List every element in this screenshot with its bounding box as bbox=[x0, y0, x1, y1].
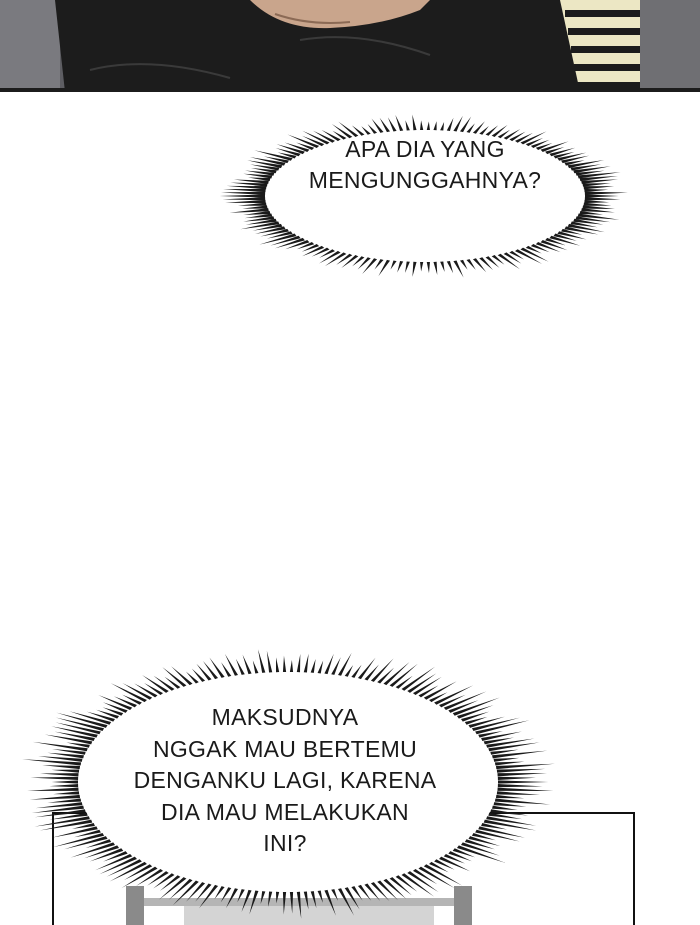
top-panel-artwork bbox=[0, 0, 700, 92]
bubble-spike bbox=[40, 773, 79, 776]
bubble-line: MENGUNGGAHNYA? bbox=[308, 167, 542, 193]
bubble-spike bbox=[52, 770, 80, 773]
bubble-spike bbox=[424, 864, 462, 885]
bubble-spike bbox=[304, 654, 309, 673]
bubble-spike bbox=[331, 657, 341, 675]
bubble-spike bbox=[496, 764, 555, 769]
bubble-spike bbox=[345, 887, 360, 909]
bubble-spike bbox=[268, 891, 272, 906]
bubble-spike bbox=[196, 664, 211, 681]
bubble-spike bbox=[584, 200, 609, 203]
bubble-spike bbox=[460, 260, 468, 270]
bubble-spike bbox=[584, 186, 615, 189]
bubble-spike bbox=[497, 788, 553, 791]
bubble-spike bbox=[304, 891, 309, 909]
bubble-spike bbox=[391, 261, 397, 270]
bubble-spike bbox=[494, 758, 520, 762]
spiky-bubble-outline bbox=[210, 88, 640, 308]
bubble-spike bbox=[447, 118, 454, 131]
bubble-spike bbox=[375, 259, 384, 269]
bubble-spike bbox=[402, 873, 435, 896]
bubble-spike bbox=[362, 258, 377, 274]
bubble-spike bbox=[453, 116, 462, 132]
bubble-spike bbox=[338, 888, 354, 915]
bubble-spike bbox=[433, 262, 437, 275]
bubble-spike bbox=[276, 892, 279, 904]
bubble-spike bbox=[267, 651, 272, 673]
bubble-line: DIA MAU MELAKUKAN bbox=[161, 798, 409, 825]
bubble-spike bbox=[582, 205, 614, 209]
bubble-spike bbox=[290, 660, 293, 672]
bubble-spike bbox=[412, 115, 416, 131]
bubble-spike bbox=[371, 882, 389, 901]
bubble-spike bbox=[52, 780, 78, 783]
bubble-spike bbox=[388, 117, 397, 131]
bubble-spike bbox=[397, 261, 403, 272]
bubble-spike bbox=[341, 255, 358, 268]
bubble-spike bbox=[283, 892, 286, 914]
bubble-spike bbox=[47, 799, 81, 803]
bubble-spike bbox=[420, 120, 423, 130]
bubble-spike bbox=[311, 659, 316, 673]
bubble-spike bbox=[311, 891, 317, 908]
bubble-spike bbox=[440, 261, 444, 271]
bubble-spike bbox=[440, 122, 444, 130]
bubble-spike bbox=[364, 884, 380, 901]
bubble-spike bbox=[345, 665, 353, 677]
bubble-spike bbox=[220, 194, 265, 197]
bubble-spike bbox=[243, 655, 252, 674]
bubble-spike bbox=[238, 203, 266, 206]
bubble-spike bbox=[165, 677, 181, 689]
bubble-spike bbox=[498, 777, 536, 780]
bubble-spike bbox=[297, 654, 301, 672]
bubble-spike bbox=[209, 658, 224, 678]
bubble-spike bbox=[261, 891, 266, 904]
bubble-spike bbox=[331, 889, 338, 901]
bubble-line: MAKSUDNYA bbox=[211, 704, 359, 730]
bubble-spike bbox=[242, 205, 267, 208]
bubble-spike bbox=[324, 654, 333, 674]
bubble-spike bbox=[290, 892, 293, 914]
bubble-spike bbox=[582, 183, 610, 186]
bubble-spike bbox=[318, 660, 324, 673]
bubble-spike bbox=[585, 192, 628, 195]
bubble-spike bbox=[585, 194, 619, 197]
bubble-spike bbox=[405, 261, 410, 272]
bubble-spike bbox=[186, 882, 205, 901]
bubble-spike bbox=[258, 649, 265, 673]
bubble-spike bbox=[466, 259, 475, 270]
bubble-spike bbox=[237, 889, 244, 902]
bubble-spike bbox=[412, 262, 416, 277]
bubble-spike bbox=[236, 659, 245, 675]
bubble-spike bbox=[223, 197, 266, 200]
bubble-spike bbox=[498, 780, 548, 783]
bubble-spike bbox=[144, 683, 163, 695]
bubble-spike bbox=[195, 884, 211, 902]
bubble-spike bbox=[276, 657, 279, 672]
bubble-spike bbox=[203, 661, 218, 679]
bubble-spike bbox=[495, 762, 525, 766]
bubble-spike bbox=[492, 806, 518, 810]
bubble-spike bbox=[496, 795, 524, 798]
bubble-spike bbox=[53, 791, 79, 794]
bubble-spike bbox=[497, 769, 545, 773]
speech-bubble-2-text bbox=[90, 702, 480, 860]
bubble-spike bbox=[121, 867, 157, 888]
bubble-spike bbox=[427, 262, 430, 273]
speech-bubble-1 bbox=[210, 88, 640, 308]
bubble-line: NGGAK MAU BERTEMU bbox=[152, 735, 418, 762]
bubble-spike bbox=[418, 867, 454, 889]
bubble-spike bbox=[283, 656, 286, 672]
bubble-spike bbox=[497, 791, 540, 795]
bubble-spike bbox=[447, 261, 453, 273]
bubble-spike bbox=[420, 262, 423, 272]
bubble-spike bbox=[199, 885, 218, 909]
bubble-spike bbox=[497, 773, 547, 776]
bubble-spike bbox=[27, 788, 78, 791]
bubble-spike bbox=[223, 189, 266, 192]
bubble-spike bbox=[358, 658, 376, 679]
bubble-spike bbox=[466, 123, 474, 133]
bubble-spike bbox=[504, 252, 522, 263]
bubble-spike bbox=[377, 668, 394, 684]
bubble-spike bbox=[297, 892, 301, 919]
bubble-spike bbox=[427, 122, 430, 131]
bubble-line: INI? bbox=[263, 830, 307, 856]
bubble-spike bbox=[50, 784, 79, 787]
bubble-spike bbox=[405, 120, 409, 130]
bubble-spike bbox=[227, 186, 267, 189]
bubble-spike bbox=[242, 890, 252, 912]
bubble-spike bbox=[396, 676, 413, 689]
bubble-spike bbox=[584, 189, 608, 192]
bubble-spike bbox=[249, 891, 258, 915]
bubble-spike bbox=[318, 891, 323, 903]
bubble-spike bbox=[42, 765, 80, 769]
bubble-line: DENGANKU LAGI, KARENA bbox=[133, 767, 437, 793]
bubble-spike bbox=[585, 197, 620, 200]
bubble-spike bbox=[395, 115, 403, 131]
speech-bubble-2 bbox=[0, 592, 580, 925]
bubble-spike bbox=[225, 200, 265, 203]
bubble-spike bbox=[402, 667, 435, 691]
top-panel-illustration bbox=[0, 0, 700, 92]
speech-bubble-1-text bbox=[270, 134, 580, 196]
bubble-spike bbox=[498, 784, 543, 787]
bubble-spike bbox=[584, 203, 612, 206]
bubble-spike bbox=[433, 121, 436, 130]
bubble-spike bbox=[30, 777, 78, 780]
bubble-spike bbox=[221, 192, 265, 195]
bubble-spike bbox=[253, 661, 259, 674]
bubble-line: APA DIA YANG bbox=[345, 136, 505, 162]
bubble-spike bbox=[30, 795, 80, 800]
bubble-spike bbox=[336, 254, 352, 265]
